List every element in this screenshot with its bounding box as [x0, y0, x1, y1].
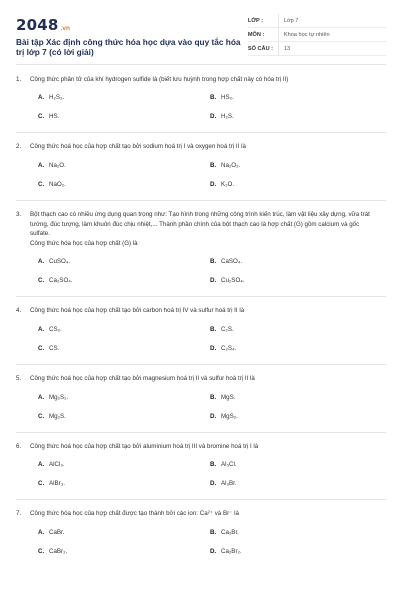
option-text: CaBr.	[49, 528, 65, 536]
option-letter: A.	[38, 528, 45, 536]
answer-option[interactable]	[210, 326, 382, 333]
question-stem	[16, 306, 386, 316]
answer-option[interactable]	[38, 277, 210, 284]
question-line: Công thức hóa học của hợp chất (G) là	[30, 239, 138, 247]
option-text: Al₃Br.	[221, 480, 237, 488]
option-letter: B.	[210, 325, 217, 333]
meta-value: 13	[278, 42, 290, 55]
option-letter: A.	[38, 94, 45, 102]
answer-option[interactable]	[210, 461, 382, 468]
question-item	[16, 509, 386, 555]
answer-option[interactable]	[38, 258, 210, 265]
option-letter: B.	[210, 94, 217, 102]
answer-option[interactable]	[38, 326, 210, 333]
meta-value: Lớp 7	[278, 14, 299, 27]
option-text: HS₂.	[221, 94, 234, 102]
answer-options	[16, 248, 386, 284]
option-text: Ca₂Br.	[221, 528, 239, 536]
answer-option[interactable]	[38, 548, 210, 555]
question-stem	[16, 442, 386, 452]
option-text: CS₂.	[49, 325, 62, 333]
option-text: CuSO₄.	[49, 258, 71, 266]
answer-option[interactable]	[210, 94, 382, 101]
answer-options	[16, 316, 386, 352]
question-stem	[16, 374, 386, 384]
question-line: Công thức hoá học của hợp chất tạo bởi magnesium hoá trị II và sulfur hoá trị II là	[30, 374, 255, 382]
option-letter: D.	[210, 344, 217, 352]
option-text: Na₂O.	[49, 161, 66, 169]
question-text	[30, 306, 386, 316]
question-text	[30, 210, 386, 248]
question-line: Công thức hoá học của hợp chất tạo bởi sodium hoá trị I và oxygen hoá trị II là	[30, 143, 246, 151]
question-divider	[16, 432, 386, 433]
answer-options	[16, 519, 386, 555]
meta-label: MÔN :	[247, 31, 265, 38]
answer-option[interactable]	[210, 277, 382, 284]
option-letter: B.	[210, 461, 217, 469]
option-text: CaBr₂.	[49, 547, 68, 555]
answer-option[interactable]	[210, 480, 382, 487]
option-text: Ca₂SO₄.	[49, 277, 73, 285]
meta-row-subject	[248, 28, 386, 42]
question-divider	[16, 499, 386, 500]
option-text: MgS.	[221, 393, 236, 401]
question-stem	[16, 75, 386, 85]
question-number: 3.	[16, 210, 22, 218]
question-item	[16, 210, 386, 297]
question-number: 5.	[16, 374, 22, 382]
question-item	[16, 374, 386, 433]
answer-options	[16, 84, 386, 120]
option-text: HS.	[49, 113, 60, 121]
question-text	[30, 142, 386, 152]
answer-option[interactable]	[210, 394, 382, 401]
question-item	[16, 75, 386, 134]
option-text: NaO₂.	[49, 180, 66, 188]
question-stem	[16, 142, 386, 152]
question-number: 2.	[16, 143, 22, 151]
answer-option[interactable]	[210, 345, 382, 352]
meta-label: LỚP :	[247, 17, 264, 24]
logo-text: 2048	[16, 16, 59, 34]
answer-option[interactable]	[38, 413, 210, 420]
question-number: 7.	[16, 510, 22, 518]
option-text: AlCl₃.	[49, 461, 65, 469]
question-line: Bột thạch cao có nhiều ứng dụng quan trọng như: Tạo hình trong những công trình kiến trúc, làm vật liệu xây dựng, vữa trát tường, đúc tượng, làm khuôn đúc chịu nhiệt,... Thành phần chính của bột thạch cao là hợp chất (G) gồm calcium và gốc sulfate.	[30, 210, 370, 238]
option-letter: C.	[38, 480, 45, 488]
answer-option[interactable]	[38, 181, 210, 188]
answer-option[interactable]	[210, 413, 382, 420]
answer-option[interactable]	[38, 529, 210, 536]
option-text: K₂O.	[221, 180, 235, 188]
question-text	[30, 374, 386, 384]
answer-option[interactable]	[210, 529, 382, 536]
question-number: 4.	[16, 307, 22, 315]
option-letter: B.	[210, 161, 217, 169]
option-text: Mg₂S.	[49, 412, 66, 420]
option-letter: D.	[210, 277, 217, 285]
question-list	[16, 75, 386, 555]
question-number: 6.	[16, 442, 22, 450]
option-letter: D.	[210, 547, 217, 555]
question-stem	[16, 210, 386, 248]
question-number: 1.	[16, 75, 22, 83]
question-item	[16, 142, 386, 201]
question-line: Công thức hóa học của hợp chất được tạo thành bởi các ion: Ca²⁺ và Br⁻ là	[30, 510, 239, 518]
option-text: C₂S₄.	[221, 344, 237, 352]
meta-label: SỐ CÂU :	[247, 45, 274, 52]
worksheet-header	[16, 12, 386, 65]
document-title: Bài tập Xác định công thức hóa học dựa vào quy tắc hóa trị lớp 7 (có lời giải)	[16, 37, 241, 58]
header-left	[16, 12, 248, 58]
option-text: Cu₂SO₄.	[221, 277, 245, 285]
option-text: H₂S.	[221, 113, 234, 121]
option-text: Na₂O₂.	[221, 161, 241, 169]
meta-row-grade	[248, 14, 386, 28]
option-letter: A.	[38, 461, 45, 469]
meta-value: Khoa học tự nhiên	[278, 28, 330, 41]
answer-options	[16, 152, 386, 188]
option-text: CS.	[49, 344, 60, 352]
option-letter: C.	[38, 277, 45, 285]
meta-row-count	[248, 42, 386, 56]
option-letter: C.	[38, 180, 45, 188]
option-letter: D.	[210, 412, 217, 420]
option-letter: A.	[38, 161, 45, 169]
option-letter: B.	[210, 528, 217, 536]
answer-options	[16, 451, 386, 487]
answer-option[interactable]	[38, 480, 210, 487]
question-divider	[16, 132, 386, 133]
answer-option[interactable]	[38, 345, 210, 352]
question-divider	[16, 200, 386, 201]
option-text: Mg₂S₂.	[49, 393, 69, 401]
question-text	[30, 442, 386, 452]
question-stem	[16, 509, 386, 519]
option-letter: D.	[210, 113, 217, 121]
option-text: CaSO₄.	[221, 258, 243, 266]
question-item	[16, 306, 386, 365]
answer-option[interactable]	[210, 162, 382, 169]
option-letter: A.	[38, 393, 45, 401]
question-divider	[16, 364, 386, 365]
question-divider	[16, 296, 386, 297]
answer-option[interactable]	[38, 94, 210, 101]
question-text	[30, 509, 386, 519]
option-text: C₂S.	[221, 325, 234, 333]
option-letter: C.	[38, 412, 45, 420]
logo-suffix: .vn	[60, 25, 70, 32]
option-text: Al₃Cl.	[221, 461, 237, 469]
question-text	[30, 75, 386, 85]
option-letter: D.	[210, 480, 217, 488]
answer-option[interactable]	[38, 162, 210, 169]
answer-option[interactable]	[210, 548, 382, 555]
option-letter: D.	[210, 180, 217, 188]
question-line: Công thức phân tử của khí hydrogen sulfide là (biết lưu huỳnh trong hợp chất này có hóa trị II)	[30, 75, 289, 83]
answer-option[interactable]	[210, 113, 382, 120]
answer-option[interactable]	[38, 113, 210, 120]
answer-option[interactable]	[210, 258, 382, 265]
answer-option[interactable]	[210, 181, 382, 188]
option-letter: B.	[210, 258, 217, 266]
option-letter: A.	[38, 258, 45, 266]
question-line: Công thức hoá học của hợp chất tạo bởi carbon hoá trị IV và sulfur hoá trị II là	[30, 307, 245, 315]
option-text: AlBr₃.	[49, 480, 65, 488]
option-letter: C.	[38, 547, 45, 555]
option-text: H₂S₃.	[49, 94, 65, 102]
option-text: MgS₂.	[221, 412, 238, 420]
answer-option[interactable]	[38, 461, 210, 468]
option-letter: A.	[38, 325, 45, 333]
option-text: Ca₂Br₂.	[221, 547, 242, 555]
option-letter: C.	[38, 113, 45, 121]
answer-option[interactable]	[38, 394, 210, 401]
option-letter: C.	[38, 344, 45, 352]
site-logo[interactable]	[16, 16, 248, 34]
question-item	[16, 442, 386, 501]
question-line: Công thức hoá học của hợp chất tạo bởi aluminium hoá trị III và bromine hoá trị I là	[30, 442, 259, 450]
document-meta	[248, 14, 386, 56]
answer-options	[16, 384, 386, 420]
option-letter: B.	[210, 393, 217, 401]
